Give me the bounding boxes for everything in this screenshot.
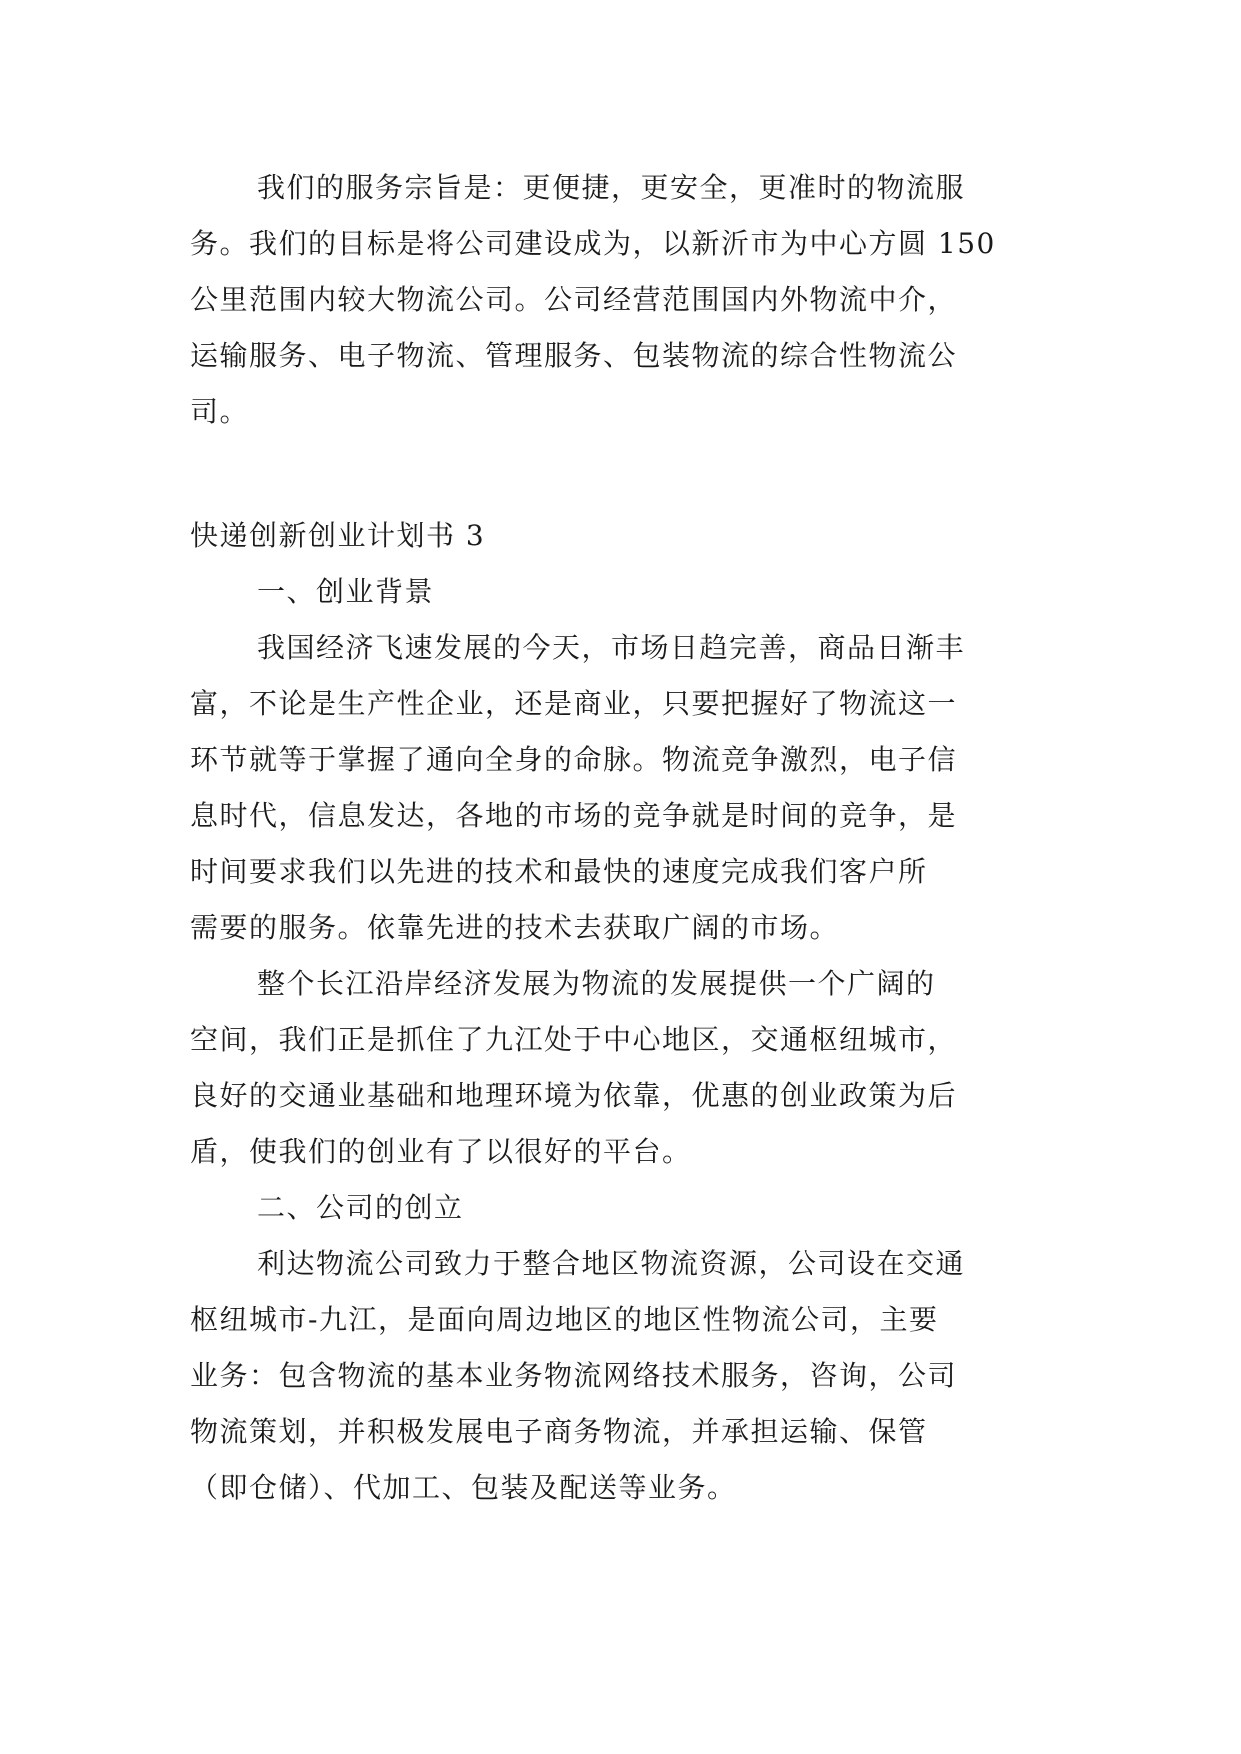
text-line: 运输服务、电子物流、管理服务、包装物流的综合性物流公 [190,339,958,372]
text-line: 整个长江沿岸经济发展为物流的发展提供一个广阔的 [257,967,936,1000]
text-line: （即仓储）、代加工、包装及配送等业务。 [190,1471,737,1504]
text-line: 时间要求我们以先进的技术和最快的速度完成我们客户所 [190,855,928,888]
text-line: 司。 [190,395,250,428]
heading-company-founding: 二、公司的创立 [257,1191,464,1224]
text-line: 需要的服务。依靠先进的技术去获取广阔的市场。 [190,911,840,944]
text-line: 富，不论是生产性企业，还是商业，只要把握好了物流这一 [190,687,958,720]
text-line: 公里范围内较大物流公司。公司经营范围国内外物流中介， [190,283,958,316]
text-line: 利达物流公司致力于整合地区物流资源，公司设在交通 [257,1247,966,1280]
text-line: 物流策划，并积极发展电子商务物流，并承担运输、保管 [190,1415,928,1448]
text-line: 枢纽城市-九江，是面向周边地区的地区性物流公司，主要 [190,1303,939,1336]
text-line: 我们的服务宗旨是：更便捷，更安全，更准时的物流服 [257,171,966,204]
text-line: 盾，使我们的创业有了以很好的平台。 [190,1135,692,1168]
text-line: 我国经济飞速发展的今天，市场日趋完善，商品日渐丰 [257,631,966,664]
heading-background: 一、创业背景 [257,575,435,608]
section-title: 快递创新创业计划书 3 [190,519,486,552]
text-line: 息时代，信息发达，各地的市场的竞争就是时间的竞争，是 [190,799,958,832]
text-line: 务。我们的目标是将公司建设成为，以新沂市为中心方圆 150 [190,227,996,260]
text-line: 业务：包含物流的基本业务物流网络技术服务，咨询，公司 [190,1359,958,1392]
text-line: 良好的交通业基础和地理环境为依靠，优惠的创业政策为后 [190,1079,958,1112]
text-line: 空间，我们正是抓住了九江处于中心地区，交通枢纽城市， [190,1023,958,1056]
text-line: 环节就等于掌握了通向全身的命脉。物流竞争激烈，电子信 [190,743,958,776]
